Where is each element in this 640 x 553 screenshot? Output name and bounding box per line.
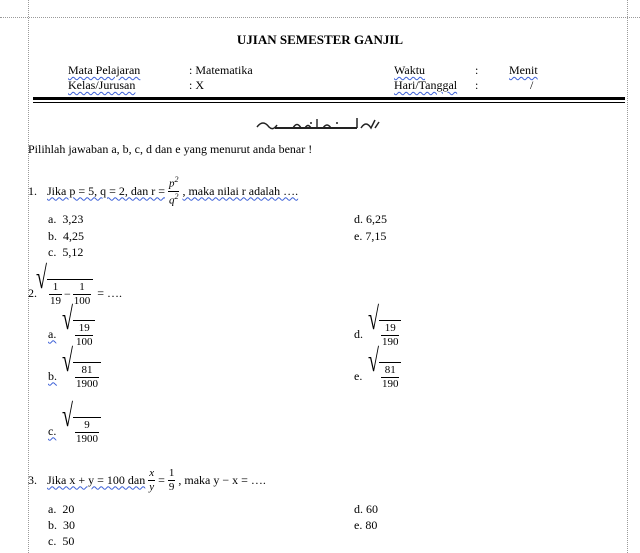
class-value: : X: [189, 78, 204, 92]
q3-option-c: [48, 535, 74, 547]
q2-option-c: [48, 398, 101, 449]
q2-option-e: [354, 343, 401, 394]
option-value: 3,23: [62, 212, 84, 226]
minus-sign: −: [63, 287, 71, 301]
question-3: [28, 464, 266, 496]
radical-sign: √: [62, 343, 73, 379]
option-letter: b.: [48, 368, 57, 383]
equals-sign: =: [158, 472, 165, 487]
fraction-numerator: 81: [384, 364, 396, 376]
fraction-numerator: 19: [78, 322, 90, 334]
option-letter: a.: [48, 502, 57, 516]
fraction-x-over-y: [148, 468, 155, 493]
option-value: 80: [365, 518, 378, 532]
option-value: 60: [366, 502, 378, 516]
option-letter: a.: [48, 212, 57, 226]
radical-sign: √: [36, 260, 47, 296]
q1-option-a: [48, 213, 83, 225]
q1-option-e: [354, 230, 386, 242]
class-label: Kelas/Jurusan: [68, 78, 136, 92]
option-letter: b.: [48, 229, 57, 243]
radical-sign: √: [62, 301, 73, 337]
option-letter: c.: [48, 423, 57, 438]
fraction-numerator: p: [168, 177, 175, 190]
question-3-number: 3.: [28, 472, 37, 487]
fraction-numerator: 1: [168, 466, 175, 479]
fraction-numerator: 1: [79, 281, 85, 293]
option-value: 50: [62, 534, 75, 548]
radical-sign: √: [368, 301, 379, 337]
basmalah-calligraphy-icon: [253, 113, 383, 135]
date-label: Hari/Tanggal: [394, 78, 458, 92]
fraction-denominator: 190: [381, 336, 399, 348]
question-2-number: 2.: [28, 285, 37, 300]
option-fraction: [381, 365, 400, 390]
option-radical: [368, 343, 401, 390]
instruction-text: Pilihlah jawaban a, b, c, d dan e yang menurut anda benar !: [28, 142, 313, 156]
date-value: /: [530, 78, 534, 92]
radicand: [73, 362, 101, 390]
fraction-denominator: 1900: [75, 378, 98, 390]
fraction-denominator: 9: [168, 480, 175, 493]
header-rule-thick: [33, 97, 625, 100]
question-2: [28, 260, 123, 311]
q1-option-b: [48, 230, 84, 242]
fraction-numerator: x: [149, 466, 155, 479]
option-value: 7,15: [365, 229, 387, 243]
numerator-exponent: 2: [174, 174, 179, 184]
fraction-numerator: 19: [384, 322, 396, 334]
question-1-number: 1.: [28, 183, 37, 198]
option-letter: c.: [48, 245, 57, 259]
option-letter: b.: [48, 518, 57, 532]
option-letter: a.: [48, 326, 57, 341]
fraction-denominator: 100: [73, 295, 91, 307]
radical-sign: √: [368, 343, 379, 379]
option-letter: c.: [48, 534, 57, 548]
option-radical: [62, 343, 101, 390]
option-value: 4,25: [63, 229, 84, 243]
date-colon: :: [475, 78, 479, 92]
option-letter: e.: [354, 229, 363, 243]
question-1-text-start: Jika p = 5, q = 2, dan r =: [47, 183, 165, 198]
option-letter: e.: [354, 368, 363, 383]
subject-value: : Matematika: [189, 63, 253, 77]
option-value: 6,25: [366, 212, 387, 226]
fraction-denominator: 100: [75, 336, 93, 348]
question-3-text-start: Jika x + y = 100 dan: [47, 472, 146, 487]
radicand: [379, 320, 402, 348]
option-fraction: [381, 323, 400, 348]
fraction-1-over-9: [168, 468, 176, 493]
time-label: Waktu: [394, 63, 426, 77]
top-margin-guide: [0, 17, 640, 18]
option-letter: d.: [354, 326, 363, 341]
subject-label: Mata Pelajaran: [68, 63, 141, 77]
option-fraction: [75, 420, 99, 445]
q2-option-b: [48, 343, 101, 394]
option-radical: [62, 398, 101, 445]
question-1: [28, 176, 298, 206]
option-letter: d.: [354, 502, 363, 516]
fraction-denominator: 1900: [75, 433, 98, 445]
fraction-numerator: 81: [81, 364, 93, 376]
radicand: [73, 320, 96, 348]
fraction-denominator: q: [168, 194, 175, 207]
denominator-exponent: 2: [174, 191, 179, 201]
question-2-tail: = ….: [97, 285, 123, 300]
exam-title: UJIAN SEMESTER GANJIL: [236, 32, 404, 47]
radicand: [73, 417, 101, 445]
fraction-numerator: 9: [84, 419, 90, 431]
fraction-denominator: 19: [49, 295, 61, 307]
question-3-text-end: , maka y − x = ….: [178, 472, 266, 487]
option-value: 30: [63, 518, 75, 532]
fraction-denominator: y: [149, 480, 155, 493]
option-letter: e.: [354, 518, 363, 532]
option-value: 5,12: [62, 245, 84, 259]
q3-option-a: [48, 503, 74, 515]
option-fraction: [75, 365, 99, 390]
q1-option-c: [48, 246, 83, 258]
time-unit: Menit: [509, 63, 538, 77]
radicand: [379, 362, 402, 390]
question-1-text-end: , maka nilai r adalah ….: [182, 183, 299, 198]
option-value: 20: [62, 502, 75, 516]
time-colon: :: [475, 63, 479, 77]
fraction-1-100: [73, 282, 92, 307]
q3-option-d: [354, 503, 378, 515]
q3-option-e: [354, 519, 377, 531]
option-letter: d.: [354, 212, 363, 226]
header-rule-thin: [33, 102, 625, 103]
question-1-fraction: [168, 176, 180, 206]
q1-option-d: [354, 213, 387, 225]
q3-option-b: [48, 519, 75, 531]
fraction-denominator: 190: [381, 378, 399, 390]
option-fraction: [75, 323, 94, 348]
right-margin-guide: [627, 0, 628, 553]
fraction-numerator: 1: [52, 281, 59, 293]
fraction-1-19: [49, 282, 62, 307]
radical-sign: √: [62, 398, 73, 434]
